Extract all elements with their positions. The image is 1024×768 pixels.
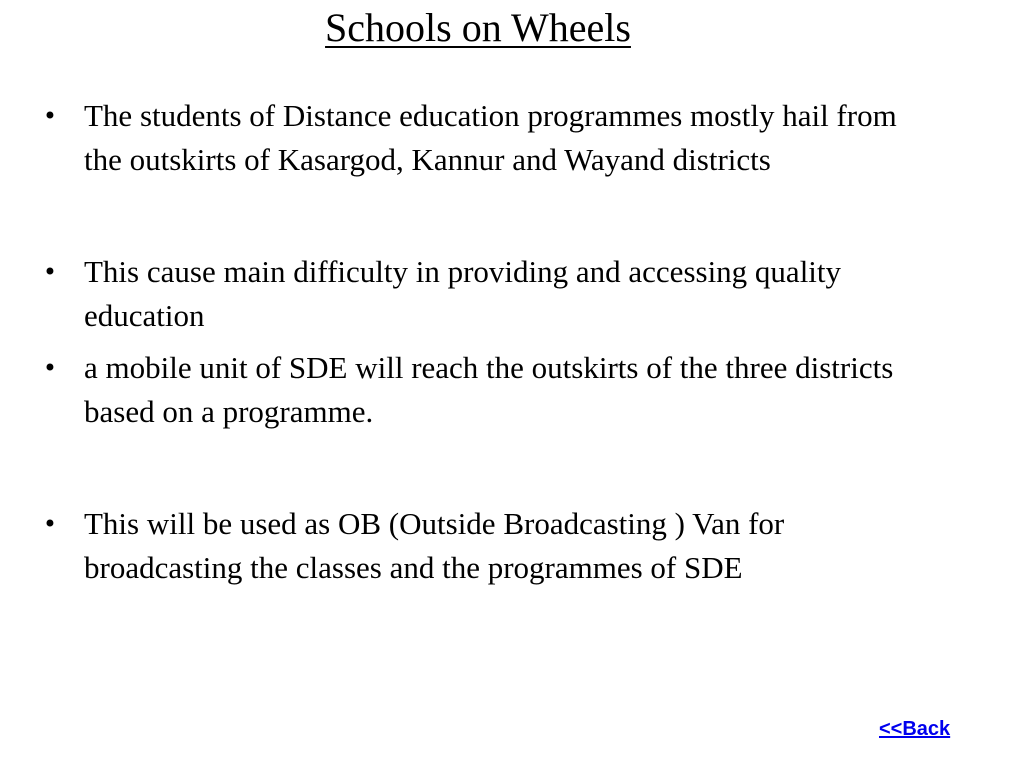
bullet-text: a mobile unit of SDE will reach the outskirts of the three districts based on a programme. [84,350,894,429]
bullet-point-icon: • [42,102,58,130]
bullet-text: The students of Distance education programmes mostly hail from the outskirts of Kasargod, Kannur and Wayand districts [84,98,897,177]
bullet-point-icon: • [42,258,58,286]
bullet-item-3 [40,346,940,434]
slide-title: Schools on Wheels [325,5,631,50]
bullet-item-4 [40,502,940,590]
bullet-point-icon: • [42,510,58,538]
bullet-item-1 [40,94,940,182]
bullet-item-2 [40,250,940,338]
bullet-list [40,94,940,590]
bullet-point-icon: • [42,354,58,382]
back-link[interactable]: <<Back [879,718,951,740]
bullet-text: This will be used as OB (Outside Broadcasting ) Van for broadcasting the classes and the programmes of SDE [84,506,785,585]
bullet-text: This cause main difficulty in providing and accessing quality education [84,254,842,333]
